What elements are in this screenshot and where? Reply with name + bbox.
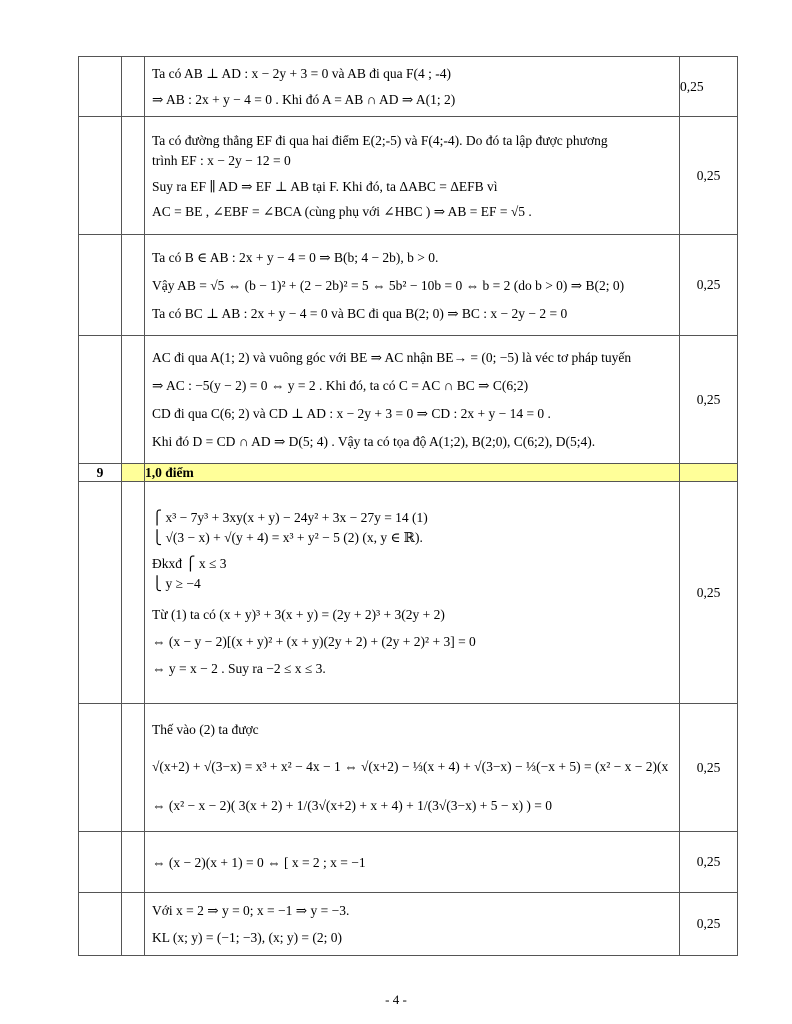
question-number-cell bbox=[79, 482, 122, 704]
question-number-cell bbox=[79, 893, 122, 956]
solution-line: ⇔ (x − y − 2)[(x + y)² + (x + y)(2y + 2) + (2y + 2)² + 3] = 0 bbox=[152, 633, 476, 649]
solution-line: √(x+2) + √(3−x) = x³ + x² − 4x − 1 ⇔ √(x+2) − ⅓(x + 4) + √(3−x) − ⅓(−x + 5) = (x² − x − 2)(x bbox=[152, 759, 669, 774]
table-row bbox=[79, 57, 738, 117]
solution-cell bbox=[145, 57, 680, 117]
solution-line: ⇔ (x − 2)(x + 1) = 0 ⇔ [ x = 2 ; x = −1 bbox=[152, 854, 366, 870]
score-cell bbox=[680, 464, 738, 482]
question-title: 1,0 điểm bbox=[145, 464, 680, 482]
question-number: 9 bbox=[79, 464, 122, 482]
solution-line: KL (x; y) = (−1; −3), (x; y) = (2; 0) bbox=[152, 930, 343, 945]
solution-line: Thế vào (2) ta được bbox=[152, 722, 259, 737]
condition-line-1: Đkxđ ⎧ x ≤ 3 bbox=[152, 555, 227, 571]
page-number: - 4 - bbox=[385, 992, 407, 1007]
sub-cell bbox=[122, 482, 145, 704]
sub-cell bbox=[122, 117, 145, 235]
solution-line: trình EF : x − 2y − 12 = 0 bbox=[152, 152, 291, 168]
solution-line: Khi đó D = CD ∩ AD ⇒ D(5; 4) . Vậy ta có tọa độ A(1;2), B(2;0), C(6;2), D(5;4). bbox=[152, 434, 596, 449]
solution-line: ⇒ AB : 2x + y − 4 = 0 . Khi đó A = AB ∩ AD ⇒ A(1; 2) bbox=[152, 92, 456, 107]
sub-cell bbox=[122, 464, 145, 482]
sub-cell bbox=[122, 893, 145, 956]
answer-table bbox=[78, 56, 738, 956]
condition-line-2: ⎩ y ≥ −4 bbox=[152, 575, 201, 591]
sub-cell bbox=[122, 336, 145, 464]
score-cell: 0,25 bbox=[680, 336, 738, 464]
table-row bbox=[79, 235, 738, 336]
question-number-cell bbox=[79, 832, 122, 893]
table-row bbox=[79, 893, 738, 956]
solution-cell bbox=[145, 704, 680, 832]
sub-cell bbox=[122, 704, 145, 832]
solution-cell bbox=[145, 336, 680, 464]
sub-cell bbox=[122, 235, 145, 336]
table-row bbox=[79, 117, 738, 235]
system-line-1: ⎧ x³ − 7y³ + 3xy(x + y) − 24y² + 3x − 27y = 14 (1) bbox=[152, 509, 428, 525]
score-cell: 0,25 bbox=[680, 117, 738, 235]
question-number-cell bbox=[79, 235, 122, 336]
solution-line: CD đi qua C(6; 2) và CD ⊥ AD : x − 2y + 3 = 0 ⇒ CD : 2x + y − 14 = 0 . bbox=[152, 406, 551, 421]
table-row bbox=[79, 336, 738, 464]
question-number-cell bbox=[79, 336, 122, 464]
table-row bbox=[79, 482, 738, 704]
table-row bbox=[79, 832, 738, 893]
score-cell: 0,25 bbox=[680, 704, 738, 832]
sub-cell bbox=[122, 832, 145, 893]
sub-cell bbox=[122, 57, 145, 117]
question-number-cell bbox=[79, 704, 122, 832]
solution-line: Ta có BC ⊥ AB : 2x + y − 4 = 0 và BC đi qua B(2; 0) ⇒ BC : x − 2y − 2 = 0 bbox=[152, 305, 568, 321]
question-number-cell bbox=[79, 57, 122, 117]
solution-line: Suy ra EF ∥ AD ⇒ EF ⊥ AB tại F. Khi đó, ta ΔABC = ΔEFB vì bbox=[152, 178, 498, 194]
solution-line: Ta có B ∈ AB : 2x + y − 4 = 0 ⇒ B(b; 4 − 2b), b > 0. bbox=[152, 249, 439, 265]
question-header-row bbox=[79, 464, 738, 482]
solution-line: ⇔ y = x − 2 . Suy ra −2 ≤ x ≤ 3. bbox=[152, 660, 326, 676]
score-cell: 0,25 bbox=[680, 235, 738, 336]
score-cell: 0,25 bbox=[680, 893, 738, 956]
solution-line: Ta có AB ⊥ AD : x − 2y + 3 = 0 và AB đi qua F(4 ; -4) bbox=[152, 66, 451, 81]
solution-line: AC = BE , ∠EBF = ∠BCA (cùng phụ với ∠HBC ) ⇒ AB = EF = √5 . bbox=[152, 203, 532, 219]
solution-line: ⇒ AC : −5(y − 2) = 0 ⇔ y = 2 . Khi đó, ta có C = AC ∩ BC ⇒ C(6;2) bbox=[152, 378, 529, 393]
table-row bbox=[79, 704, 738, 832]
solution-line: Với x = 2 ⇒ y = 0; x = −1 ⇒ y = −3. bbox=[152, 903, 350, 918]
solution-line: Vậy AB = √5 ⇔ (b − 1)² + (2 − 2b)² = 5 ⇔ 5b² − 10b = 0 ⇔ b = 2 (do b > 0) ⇒ B(2; 0) bbox=[152, 277, 625, 293]
score-cell: 0,25 bbox=[680, 57, 738, 117]
solution-line: Từ (1) ta có (x + y)³ + 3(x + y) = (2y + 2)³ + 3(2y + 2) bbox=[152, 606, 445, 622]
solution-cell bbox=[145, 235, 680, 336]
solution-cell bbox=[145, 117, 680, 235]
solution-cell bbox=[145, 832, 680, 893]
solution-cell bbox=[145, 893, 680, 956]
solution-line: ⇔ (x² − x − 2)( 3(x + 2) + 1/(3√(x+2) + x + 4) + 1/(3√(3−x) + 5 − x) ) = 0 bbox=[152, 798, 553, 813]
score-cell: 0,25 bbox=[680, 482, 738, 704]
solution-line: Ta có đường thẳng EF đi qua hai điểm E(2;-5) và F(4;-4). Do đó ta lập được phương bbox=[152, 132, 608, 148]
solution-line: AC đi qua A(1; 2) và vuông góc với BE ⇒ AC nhận BE→ = (0; −5) là véc tơ pháp tuyến bbox=[152, 350, 632, 365]
score-cell: 0,25 bbox=[680, 832, 738, 893]
question-number-cell bbox=[79, 117, 122, 235]
system-line-2: ⎩ √(3 − x) + √(y + 4) = x³ + y² − 5 (2) (x, y ∈ ℝ). bbox=[152, 529, 423, 545]
solution-cell bbox=[145, 482, 680, 704]
